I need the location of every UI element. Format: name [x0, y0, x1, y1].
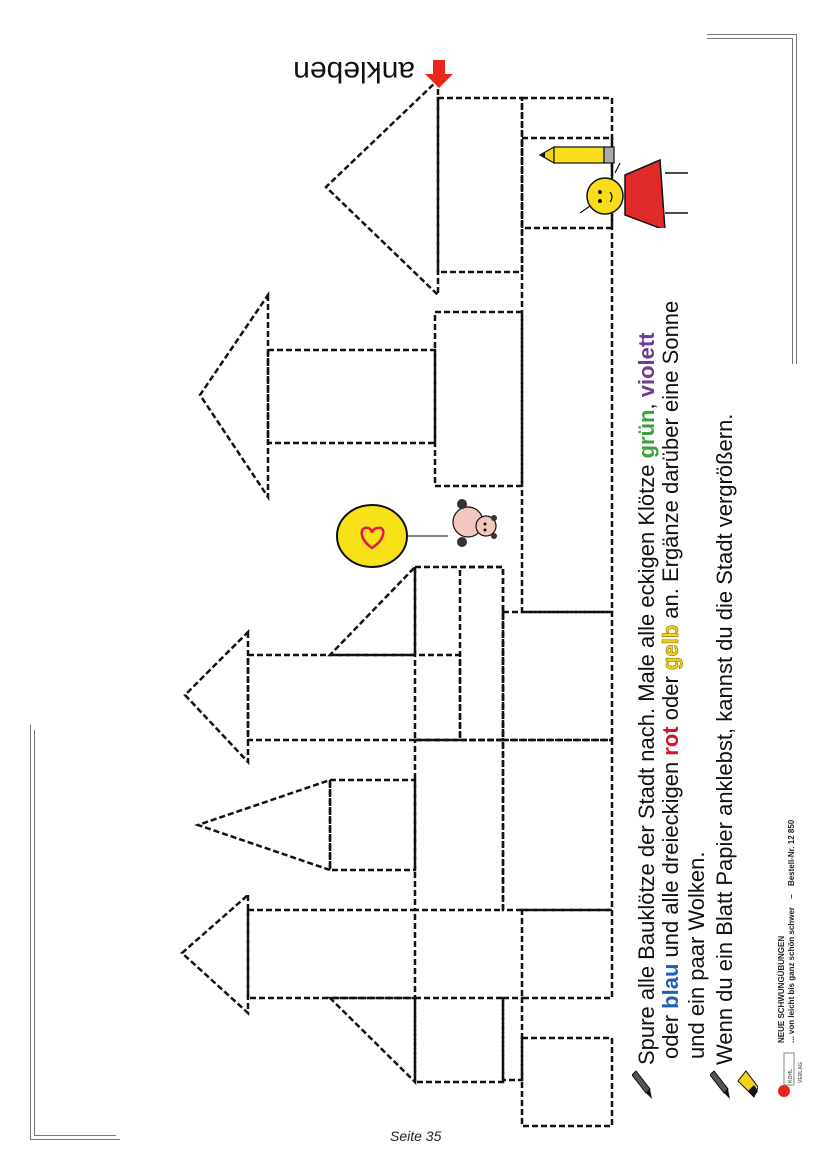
footer: KOHL VERLAG NEUE SCHWUNGÜBUNGEN ... von leicht bis ganz schön schwer – Bestell-Nr. 12 850: [776, 599, 798, 1099]
publisher-logo: KOHL VERLAG: [776, 1051, 798, 1099]
instructions: [632, 49, 762, 1099]
instruction-line-3: und ein paar Wolken.: [684, 851, 709, 1059]
instruction-line-2: oder blau und alle dreieckigen rot oder gelb an. Ergänze darüber eine Sonne: [658, 300, 683, 1059]
pencil-icon: [632, 1065, 660, 1099]
instruction-line-1: Spure alle Bauklötze der Stadt nach. Male alle eckigen Klötze grün, violett: [632, 49, 658, 1099]
instruction-line-4: Wenn du ein Blatt Papier anklebst, kannst du die Stadt vergrößern.: [710, 49, 736, 1099]
glue-stick-icon: [736, 1065, 764, 1099]
ankleben-label: ankleben: [255, 50, 455, 90]
pencil-icon: [710, 1065, 738, 1099]
glue-line: [736, 49, 762, 1099]
page-number: Seite 35: [390, 1128, 442, 1144]
